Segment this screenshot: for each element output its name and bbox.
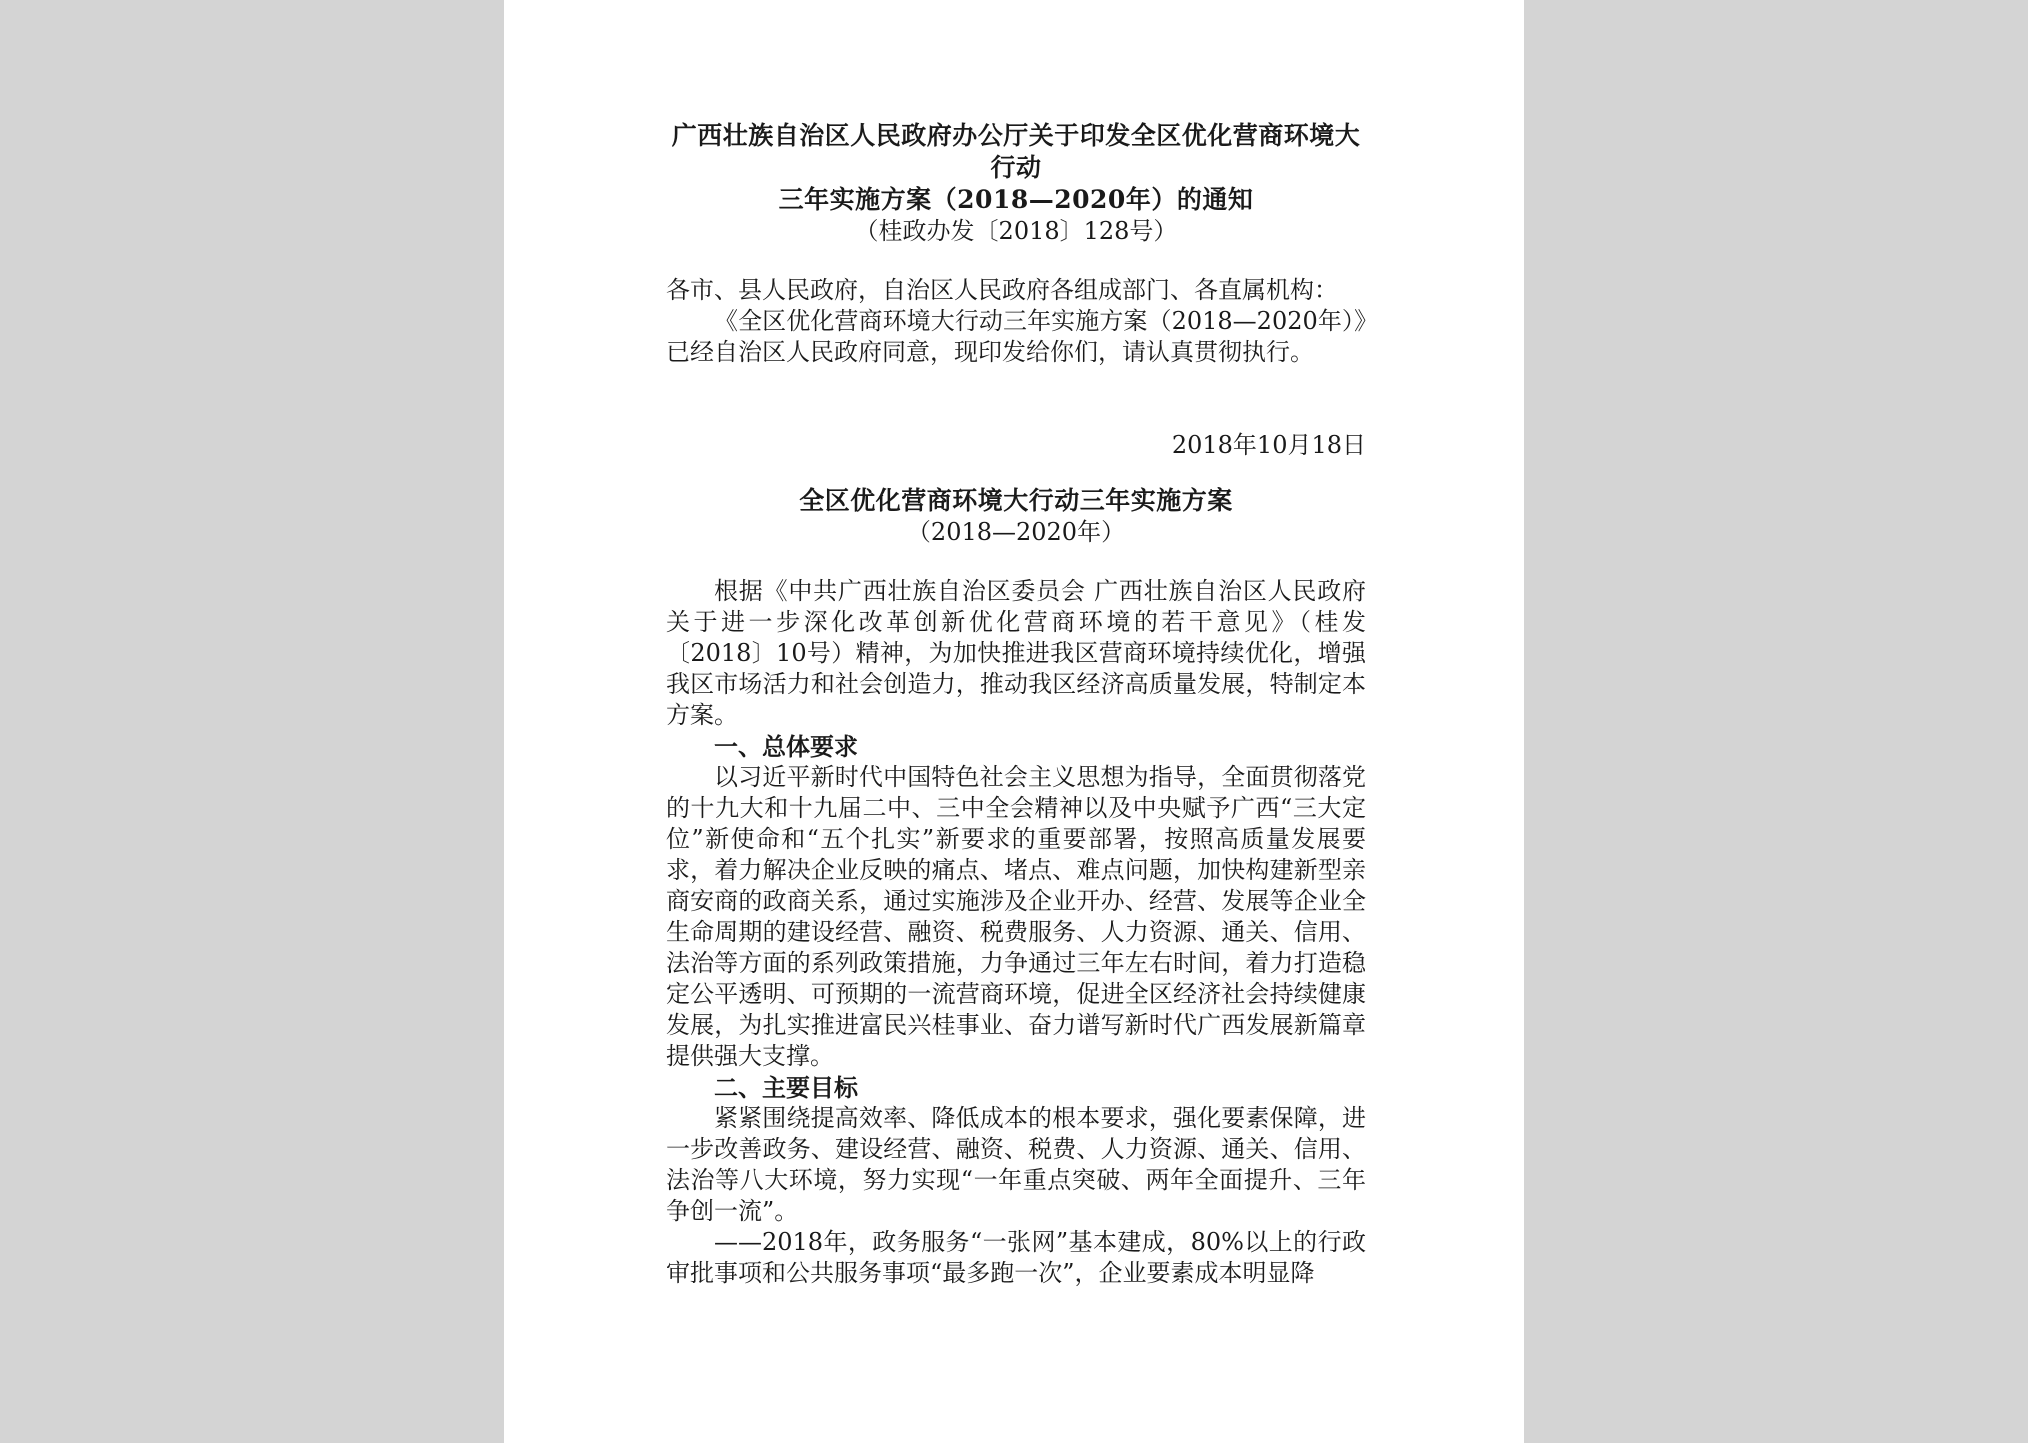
section1-heading: 一、总体要求 — [714, 732, 858, 761]
spacer — [666, 247, 1366, 275]
notice-title-line2: 三年实施方案（2018—2020年）的通知 — [778, 185, 1254, 214]
document-content — [666, 120, 1366, 1289]
spacer — [666, 461, 1366, 485]
section1-body: 以习近平新时代中国特色社会主义思想为指导，全面贯彻落党的十九大和十九届二中、三中全会精神以及中央赋予广西“三大定位”新使命和“五个扎实”新要求的重要部署，按照高质量发展要求，着力解决企业反映的痛点、堵点、难点问题，加快构建新型亲商安商的政商关系，通过实施涉及企业开办、经营、发展等企业全生命周期的建设经营、融资、税费服务、人力资源、通关、信用、法治等方面的系列政策措施，力争通过三年左右时间，着力打造稳定公平透明、可预期的一流营商环境，促进全区经济社会持续健康发展，为扎实推进富民兴桂事业、奋力谱写新时代广西发展新篇章提供强大支撑。 — [666, 763, 1366, 1070]
spacer — [666, 548, 1366, 576]
section2-heading: 二、主要目标 — [714, 1073, 858, 1102]
notice-date: 2018年10月18日 — [1171, 431, 1366, 459]
plan-subtitle: （2018—2020年） — [906, 518, 1126, 546]
notice-title-line1: 广西壮族自治区人民政府办公厅关于印发全区优化营商环境大行动 — [671, 121, 1361, 182]
plan-intro: 根据《中共广西壮族自治区委员会 广西壮族自治区人民政府关于进一步深化改革创新优化营商环境的若干意见》（桂发〔2018〕10号）精神，为加快推进我区营商环境持续优化，增强我区市场活力和社会创造力，推动我区经济高质量发展，特制定本方案。 — [666, 577, 1366, 729]
notice-doc-number: （桂政办发〔2018〕128号） — [854, 217, 1178, 245]
document-page — [504, 0, 1524, 1443]
plan-title: 全区优化营商环境大行动三年实施方案 — [799, 486, 1233, 515]
section2-body: 紧紧围绕提高效率、降低成本的根本要求，强化要素保障，进一步改善政务、建设经营、融资、税费、人力资源、通关、信用、法治等八大环境，努力实现“一年重点突破、两年全面提升、三年争创一流”。 — [666, 1104, 1366, 1225]
goal-2018: ——2018年，政务服务“一张网”基本建成，80%以上的行政审批事项和公共服务事项“最多跑一次”，企业要素成本明显降 — [666, 1228, 1366, 1287]
notice-addressee: 各市、县人民政府，自治区人民政府各组成部门、各直属机构： — [666, 276, 1338, 304]
notice-body: 《全区优化营商环境大行动三年实施方案（2018—2020年）》已经自治区人民政府同意，现印发给你们，请认真贯彻执行。 — [666, 307, 1366, 366]
